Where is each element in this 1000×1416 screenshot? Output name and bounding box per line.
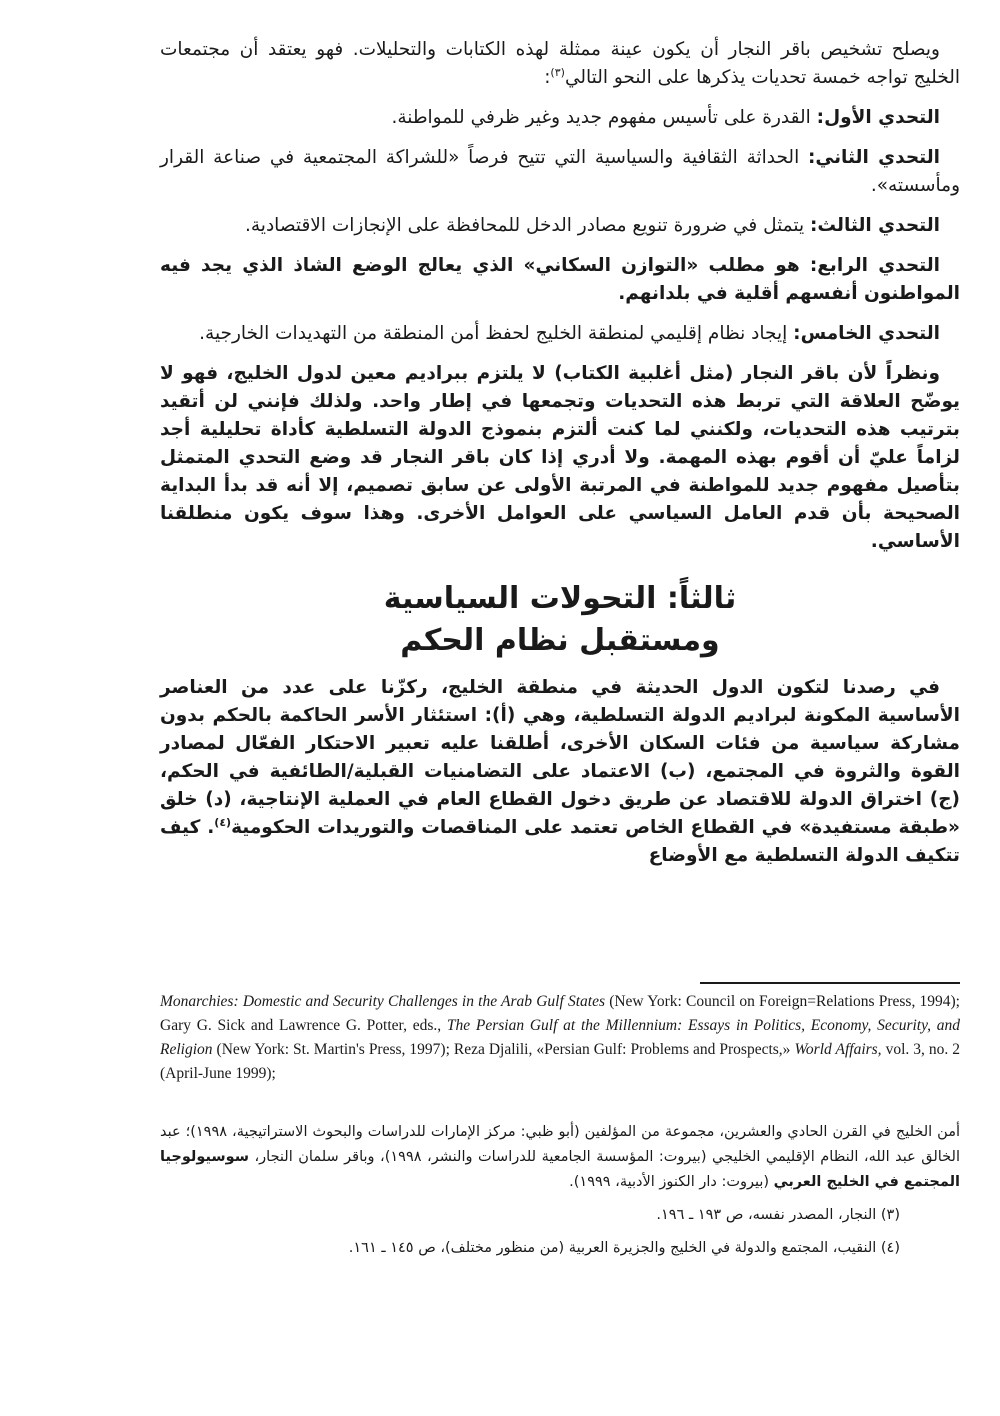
citation-text-1: (New York: Council on Foreign=Relations Press, 1994); Gary G. Sick and Lawrence G. Potter, eds.,	[160, 993, 960, 1034]
paragraph-section-intro-end: . كيف تتكيف الدولة التسلطية مع الأوضاع	[160, 817, 960, 866]
paragraph-intro-end: :	[544, 67, 551, 88]
challenge-5-label: التحدي الخامس:	[793, 323, 940, 344]
challenge-1-text: القدرة على تأسيس مفهوم جديد وغير ظرفي للمواطنة.	[391, 107, 811, 128]
challenge-5	[160, 320, 960, 348]
challenge-5-text: إيجاد نظام إقليمي لمنطقة الخليج لحفظ أمن المنطقة من التهديدات الخارجية.	[199, 323, 788, 344]
citation-text-2: (New York: St. Martin's Press, 1997); Reza Djalili, «Persian Gulf: Problems and Prospects,»	[212, 1041, 795, 1058]
challenge-3-label: التحدي الثالث:	[810, 215, 940, 236]
paragraph-section-intro	[160, 674, 960, 870]
challenge-4	[160, 252, 960, 308]
section-heading-line-1: ثالثاً: التحولات السياسية	[383, 581, 737, 616]
challenge-2	[160, 144, 960, 200]
footnote-4: (٤) النقيب، المجتمع والدولة في الخليج والجزيرة العربية (من منظور مختلف)، ص ١٤٥ ـ ١٦١.	[348, 1240, 900, 1256]
footnotes-arabic	[160, 1120, 960, 1269]
challenge-3	[160, 212, 960, 240]
citation-text-3: vol. 3, no. 2 (April-June 1999);	[160, 1041, 961, 1082]
citation-title-1: Monarchies: Domestic and Security Challenges in the Arab Gulf States	[160, 993, 605, 1010]
footnote-arabic-book-title: سوسيولوجيا المجتمع في الخليج العربي	[160, 1149, 960, 1190]
citation-title-3: World Affairs,	[794, 1041, 882, 1058]
paragraph-intro	[160, 36, 960, 92]
challenge-1-label: التحدي الأول:	[816, 107, 940, 128]
paragraph-analysis: ونظراً لأن باقر النجار (مثل أغلبية الكتاب) لا يلتزم ببراديم معين لدول الخليج، فهو لا يوضّح العلاقة التي تربط هذه التحديات وتجمعها في إطار واحد. ولذلك فإنني لن أتقيد بترتيب هذه التحديات، ولكنني لما كنت ألتزم بنموذج الدولة التسلطية كأداة تحليلية أجد لزاماً عليّ أن أقوم بهذه المهمة. ولا أدري إذا كان باقر النجار قد وضع التحدي المتمثل بتأصيل مفهوم جديد للمواطنة في المرتبة الأولى عن سابق تصميم، إلا أنه قد بدأ البداية الصحيحة بأن قدم العامل السياسي على العوامل الأخرى. وهذا سوف يكون منطلقنا الأساسي.	[160, 363, 960, 552]
section-heading	[160, 578, 960, 662]
footnote-divider	[700, 982, 960, 984]
challenge-1	[160, 104, 960, 132]
paragraph-section-intro-text: في رصدنا لتكون الدول الحديثة في منطقة الخليج، ركزّنا على عدد من العناصر الأساسية المكونة لبراديم الدولة التسلطية، وهي (أ): استئثار الأسر الحاكمة بالحكم بدون مشاركة سياسية من فئات السكان الأخرى، أطلقنا عليه تعبير الاحتكار الفعّال لمصادر القوة والثروة في المجتمع، (ب) الاعتماد على التضامنيات القبلية/الطائفية في الحكم، (ج) اختراق الدولة للاقتصاد عن طريق دخول القطاع العام في العملية الإنتاجية، (د) خلق «طبقة مستفيدة» في القطاع الخاص تعتمد على المناقصات والتوريدات الحكومية	[160, 677, 960, 838]
footnote-ref-3[interactable]: (٣)	[550, 65, 565, 79]
footnote-ref-4[interactable]: (٤)	[214, 815, 232, 829]
footnote-3: (٣) النجار، المصدر نفسه، ص ١٩٣ ـ ١٩٦.	[656, 1207, 900, 1223]
page-body	[160, 36, 960, 882]
challenge-4-label: التحدي الرابع:	[809, 255, 941, 276]
paragraph-intro-text: ويصلح تشخيص باقر النجار أن يكون عينة ممثلة لهذه الكتابات والتحليلات. فهو يعتقد أن مجتمعات الخليج تواجه خمسة تحديات يذكرها على النحو التالي	[160, 39, 960, 88]
challenge-4-text: هو مطلب «التوازن السكاني» الذي يعالج الوضع الشاذ الذي يجد فيه المواطنون أنفسهم أقلية في بلدانهم.	[160, 255, 960, 304]
footnote-arabic-text-b: (بيروت: دار الكنوز الأدبية، ١٩٩٩).	[569, 1174, 774, 1190]
citation-title-2: The Persian Gulf at the Millennium: Essays in Politics, Economy, Security, and Religion	[160, 1017, 960, 1058]
footnote-english-continuation	[160, 990, 960, 1086]
challenge-2-text: الحداثة الثقافية والسياسية التي تتيح فرصاً «للشراكة المجتمعية في صناعة القرار ومأسسته».	[160, 147, 960, 196]
footnote-arabic-continuation	[160, 1120, 960, 1195]
section-heading-line-2: ومستقبل نظام الحكم	[400, 623, 720, 658]
challenge-2-label: التحدي الثاني:	[808, 147, 940, 168]
challenge-3-text: يتمثل في ضرورة تنويع مصادر الدخل للمحافظة على الإنجازات الاقتصادية.	[245, 215, 805, 236]
footnote-arabic-text-a: أمن الخليج في القرن الحادي والعشرين، مجموعة من المؤلفين (أبو ظبي: مركز الإمارات للدراسات والبحوث الاستراتيجية، ١٩٩٨)؛ عبد الخالق عبد الله، النظام الإقليمي الخليجي (بيروت: المؤسسة الجامعية للدراسات والنشر، ١٩٩٨)، وباقر سلمان النجار،	[160, 1124, 960, 1165]
